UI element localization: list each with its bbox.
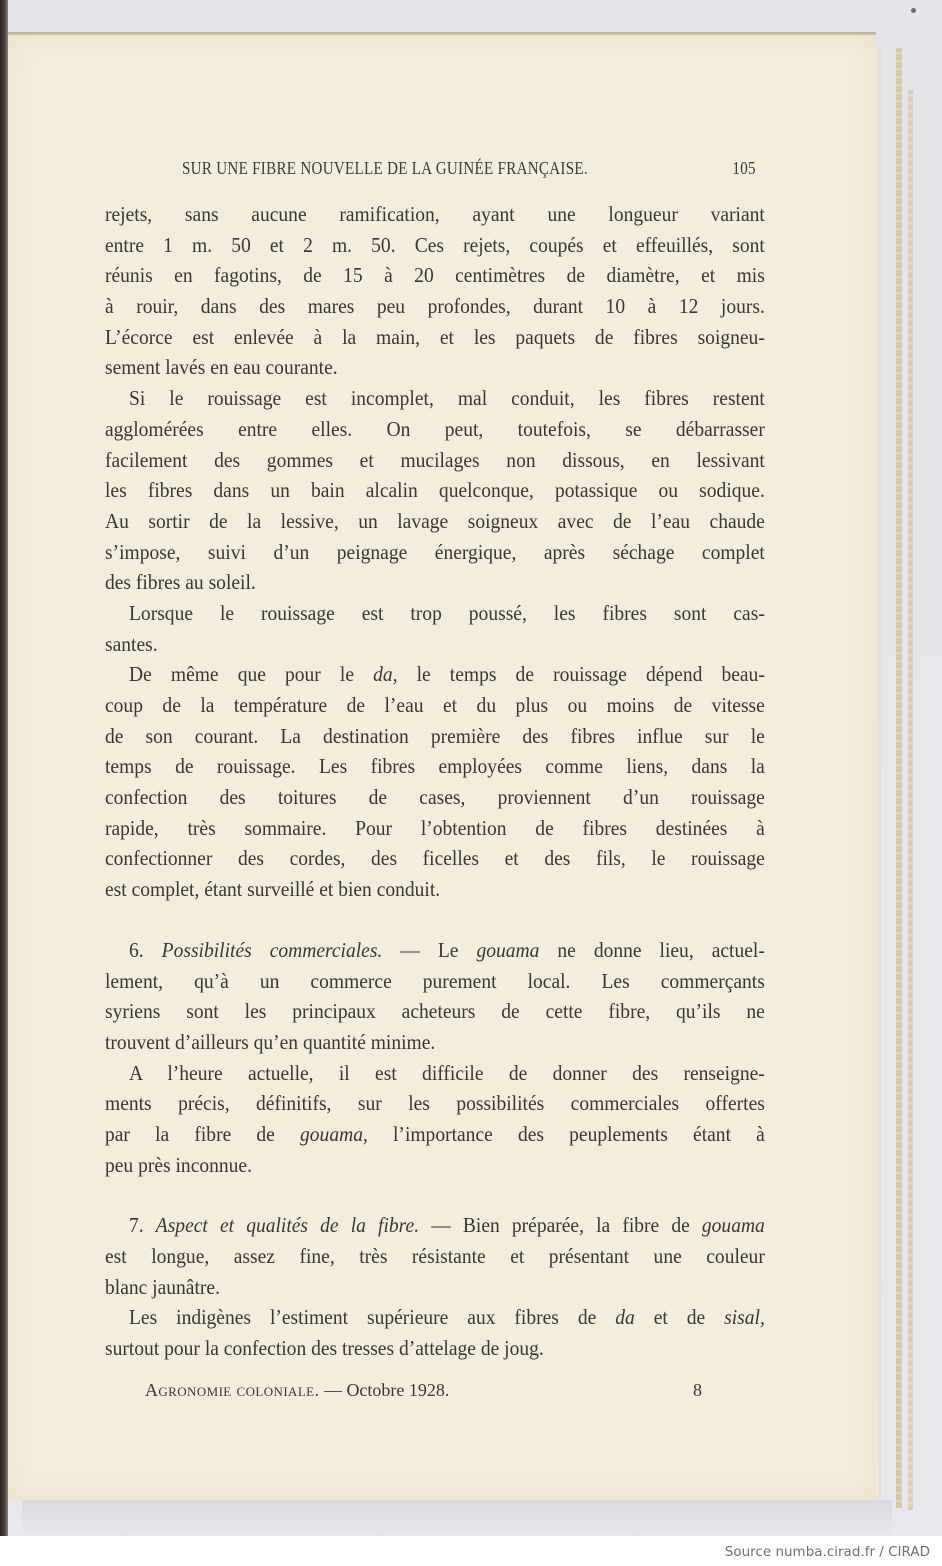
- text-line: est longue, assez fine, très résistante et présentant une couleur: [105, 1244, 765, 1268]
- text-line: sement lavés en eau courante.: [105, 355, 338, 380]
- paragraph: [105, 598, 765, 659]
- text-line: De même que pour le da, le temps de rouissage dépend beau-: [129, 662, 765, 687]
- paragraph: [105, 199, 765, 383]
- text-line: facilement des gommes et mucilages non dissous, en lessivant: [105, 447, 765, 472]
- paragraph: [105, 383, 765, 598]
- paragraph: [105, 1058, 765, 1181]
- text-line: peu près inconnue.: [105, 1152, 252, 1177]
- text-line: santes.: [105, 631, 158, 656]
- page-edge-stack: [908, 90, 913, 1510]
- italic-term: gouama: [476, 937, 540, 962]
- footer-separator: —: [319, 1380, 347, 1400]
- text-line: coup de la température de l’eau et du plus ou moins de vitesse: [105, 693, 765, 717]
- text-line: ments précis, définitifs, sur les possibilités commerciales offertes: [105, 1091, 765, 1116]
- source-credit: Source numba.cirad.fr / CIRAD: [724, 1544, 930, 1560]
- text-line: L’écorce est enlevée à la main, et les paquets de fibres soigneu-: [105, 324, 765, 349]
- italic-term: Possibilités commerciales.: [161, 937, 383, 962]
- italic-term: gouama,: [300, 1121, 368, 1146]
- text-line: s’impose, suivi d’un peignage énergique, après séchage complet: [105, 539, 765, 564]
- text-line: lement, qu’à un commerce purement local. Les commerçants: [105, 968, 765, 993]
- page-edge-stack: [896, 48, 902, 1508]
- book-spine-edge: [0, 0, 8, 1536]
- signature-mark: 8: [693, 1380, 702, 1400]
- running-head: [182, 158, 756, 182]
- text-line: de son courant. La destination première des fibres influe sur le: [105, 723, 765, 748]
- text-line: rejets, sans aucune ramification, ayant une longueur variant: [105, 202, 765, 226]
- running-head-title: SUR UNE FIBRE NOUVELLE DE LA GUINÉE FRANÇAISE.: [182, 158, 588, 178]
- text-line: 6. Possibilités commerciales. — Le gouama ne donne lieu, actuel-: [129, 937, 765, 962]
- page-number: 105: [732, 158, 756, 178]
- italic-term: da,: [373, 662, 398, 687]
- text-line: est complet, étant surveillé et bien conduit.: [105, 877, 441, 902]
- text-line: entre 1 m. 50 et 2 m. 50. Ces rejets, coupés et effeuillés, sont: [105, 232, 765, 257]
- text-line: 7. Aspect et qualités de la fibre. — Bien préparée, la fibre de gouama: [129, 1213, 765, 1238]
- paragraph: [105, 1210, 765, 1302]
- scan-speck: [911, 8, 916, 13]
- text-line: à rouir, dans des mares peu profondes, durant 10 à 12 jours.: [105, 294, 765, 319]
- footer-journal: Agronomie coloniale.: [145, 1380, 320, 1400]
- page-footer: [145, 1380, 715, 1401]
- text-line: rapide, très sommaire. Pour l’obtention de fibres destinées à: [105, 815, 765, 840]
- text-line: Lorsque le rouissage est trop poussé, les fibres sont cas-: [129, 600, 765, 625]
- text-line: Au sortir de la lessive, un lavage soigneux avec de l’eau chaude: [105, 508, 765, 533]
- text-line: trouvent d’ailleurs qu’en quantité minime.: [105, 1029, 436, 1054]
- text-line: A l’heure actuelle, il est difficile de donner des renseigne-: [129, 1060, 765, 1085]
- text-line: confection des toitures de cases, proviennent d’un rouissage: [105, 785, 765, 810]
- italic-term: gouama: [701, 1213, 765, 1238]
- footer-date: Octobre 1928.: [346, 1380, 450, 1400]
- text-line: réunis en fagotins, de 15 à 20 centimètres de diamètre, et mis: [105, 263, 765, 288]
- text-line: temps de rouissage. Les fibres employées comme liens, dans la: [105, 754, 765, 779]
- body-text: [105, 199, 765, 1364]
- italic-term: sisal,: [724, 1305, 765, 1330]
- text-line: agglomérées entre elles. On peut, toutefois, se débarrasser: [105, 416, 765, 441]
- italic-term: Aspect et qualités de la fibre.: [155, 1213, 420, 1238]
- text-line: blanc jaunâtre.: [105, 1274, 220, 1299]
- text-line: les fibres dans un bain alcalin quelconque, potassique ou sodique.: [105, 478, 765, 503]
- italic-term: da: [615, 1305, 635, 1330]
- text-line: surtout pour la confection des tresses d’attelage de joug.: [105, 1336, 544, 1361]
- page-edge-stack: [878, 48, 881, 1498]
- text-line: des fibres au soleil.: [105, 570, 256, 595]
- paragraph: [105, 935, 765, 1058]
- paragraph: [105, 659, 765, 905]
- text-line: confectionner des cordes, des ficelles et des fils, le rouissage: [105, 846, 765, 871]
- text-line: syriens sont les principaux acheteurs de cette fibre, qu’ils ne: [105, 999, 765, 1024]
- text-line: par la fibre de gouama, l’importance des peuplements étant à: [105, 1121, 765, 1146]
- bottom-shadow: [22, 1500, 892, 1536]
- text-line: Si le rouissage est incomplet, mal conduit, les fibres restent: [129, 386, 765, 411]
- text-line: Les indigènes l’estiment supérieure aux fibres de da et de sisal,: [129, 1305, 765, 1330]
- paragraph: [105, 1302, 765, 1363]
